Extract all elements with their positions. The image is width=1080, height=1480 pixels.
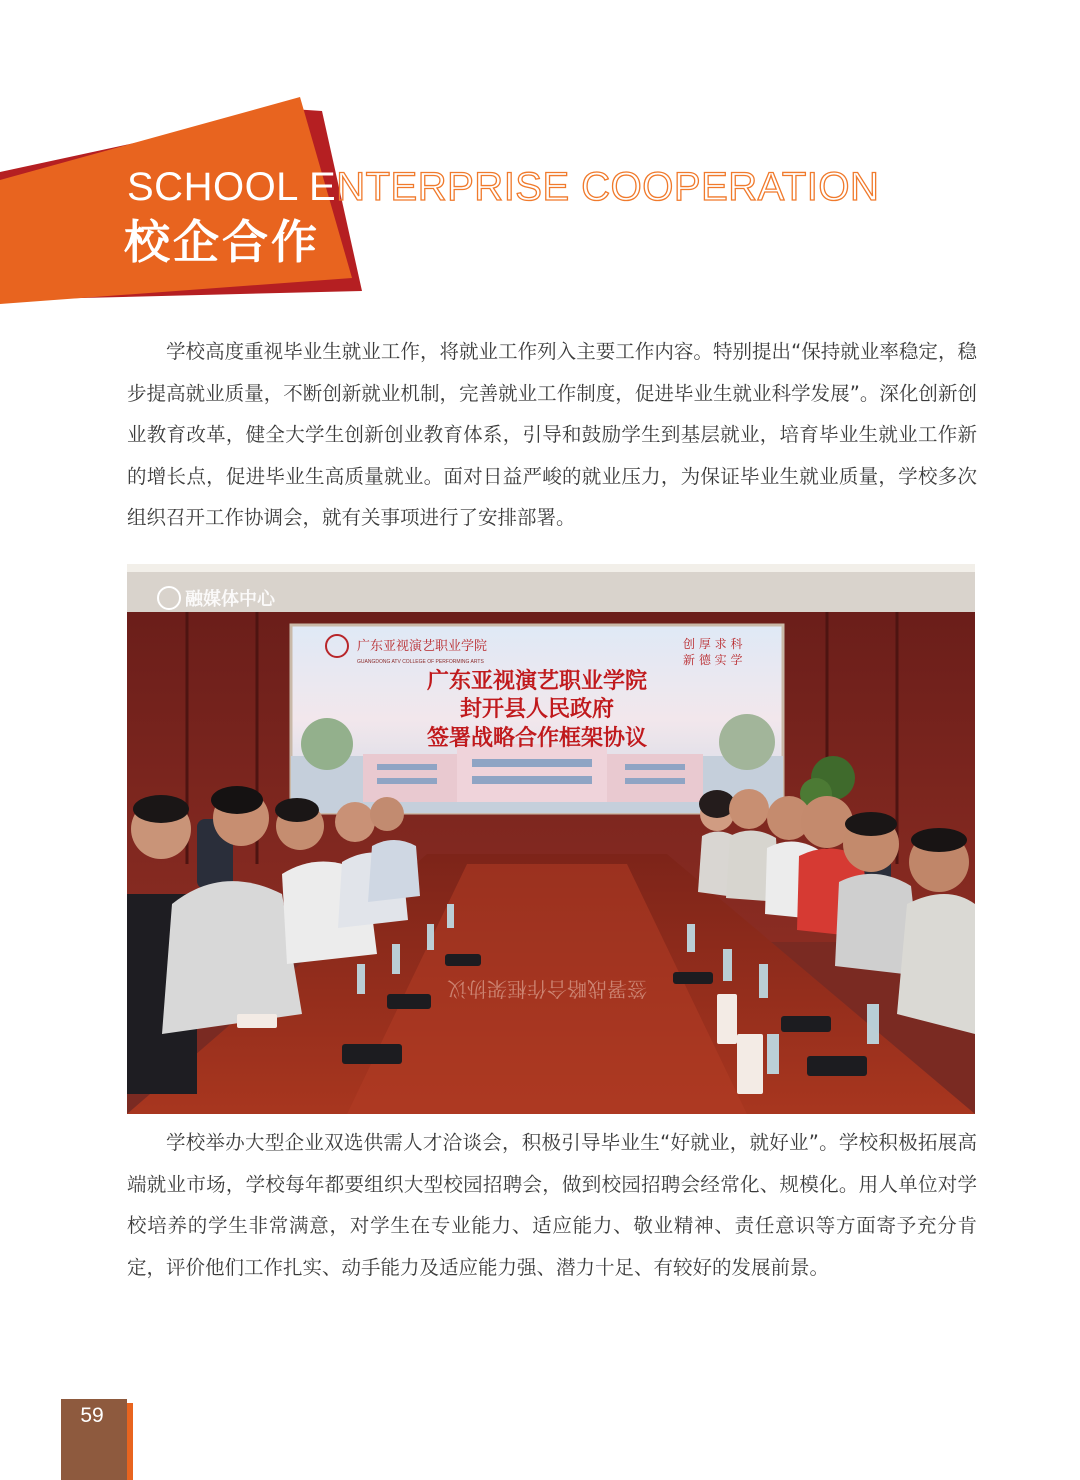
section-title-chinese: 校企合作 [124,215,320,269]
screen-college-english: GUANGDONG ATV COLLEGE OF PERFORMING ARTS [357,659,484,665]
screen-college-name: 广东亚视演艺职业学院 [357,639,488,654]
page-number-tab-edge [127,1403,133,1480]
screen-title-line2: 封开县人民政府 [459,696,615,722]
screen-motto-1: 创 厚 求 科 [683,637,743,651]
screen-motto-2: 新 德 实 学 [683,653,743,667]
section-title-english: SCHOOL ENTERPRISE COOPERATION [127,165,880,209]
screen-title-line3: 签署战略合作框架协议 [426,725,648,751]
body-paragraph-2: 学校举办大型企业双选供需人才洽谈会，积极引导毕业生“好就业，就好业”。学校积极拓展高端就业市场，学校每年都要组织大型校园招聘会，做到校园招聘会经常化、规模化。用人单位对学校培养的学生非常满意，对学生在专业能力、适应能力、敬业精神、责任意识等方面寄予充分肯定，评价他们工作扎实、动手能力及适应能力强、潜力十足、有较好的发展前景。 [127,1131,977,1279]
header-banner [0,0,1080,320]
svg-text:签署战略合作框架协议: 签署战略合作框架协议 [447,977,647,1001]
photo-watermark: 融媒体中心 [185,589,275,610]
page-number: 59 [80,1404,104,1427]
signing-ceremony-photo [127,564,975,1114]
body-paragraph-1: 学校高度重视毕业生就业工作，将就业工作列入主要工作内容。特别提出“保持就业率稳定，稳步提高就业质量，不断创新就业机制，完善就业工作制度，促进毕业生就业科学发展”。深化创新创业教育改革，健全大学生创新创业教育体系，引导和鼓励学生到基层就业，培育毕业生就业工作新的增长点，促进毕业生高质量就业。面对日益严峻的就业压力，为保证毕业生就业质量，学校多次组织召开工作协调会，就有关事项进行了安排部署。 [127,340,977,529]
screen-title-line1: 广东亚视演艺职业学院 [426,668,648,694]
